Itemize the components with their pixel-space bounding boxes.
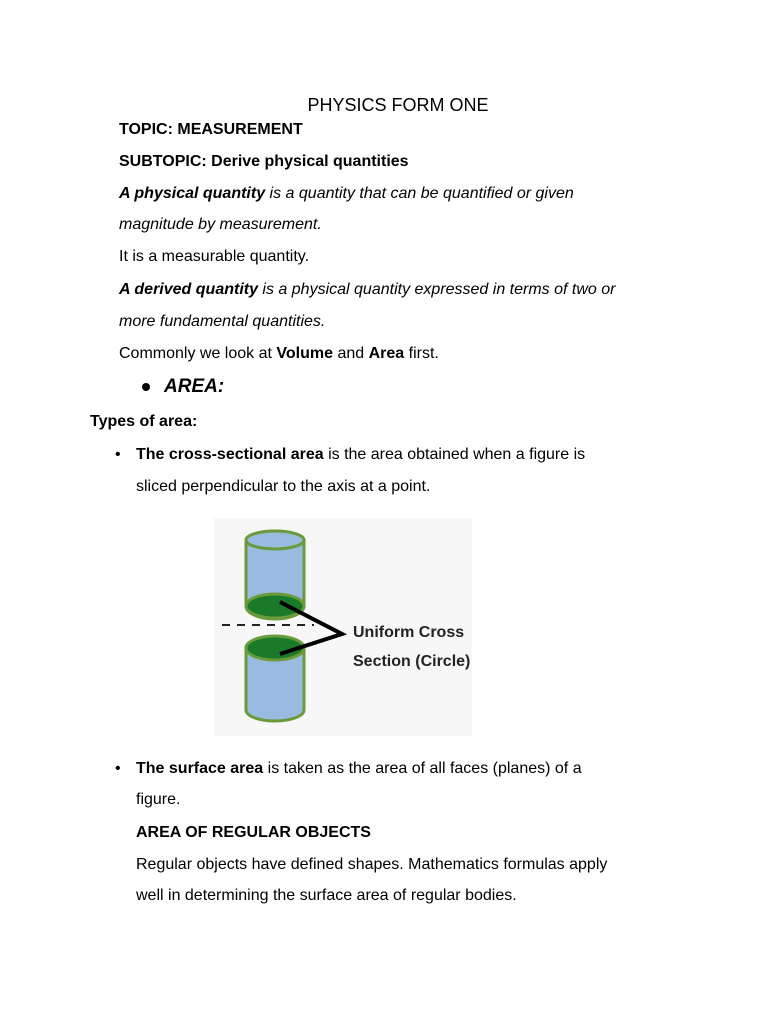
area-word: Area — [368, 345, 405, 362]
surface-area-line2: figure. — [136, 791, 181, 808]
measurable-line: It is a measurable quantity. — [119, 248, 310, 265]
surface-area-line1 — [136, 759, 582, 779]
derived-quantity-line1 — [119, 280, 615, 300]
cross-sectional-bullet: • — [115, 446, 121, 463]
cross-sectional-line2: sliced perpendicular to the axis at a point. — [136, 478, 431, 495]
subtopic-line: SUBTOPIC: Derive physical quantities — [119, 153, 409, 170]
derived-quantity-definition: is a physical quantity expressed in terms of two or — [257, 281, 616, 298]
physical-quantity-line1 — [119, 184, 574, 204]
physical-quantity-line2: magnitude by measurement. — [119, 216, 322, 233]
cross-sectional-definition: is the area obtained when a figure is — [323, 446, 586, 463]
cross-sectional-line1 — [136, 445, 585, 465]
page-title: PHYSICS FORM ONE — [307, 95, 489, 115]
regular-objects-heading: AREA OF REGULAR OBJECTS — [136, 824, 371, 841]
commonly-prefix: Commonly we look at — [119, 345, 277, 362]
top-cylinder — [246, 531, 304, 619]
top-section-disc — [246, 594, 304, 618]
surface-area-bullet: • — [115, 760, 121, 777]
physical-quantity-definition: is a quantity that can be quantified or given — [265, 185, 574, 202]
commonly-suffix: first. — [404, 345, 439, 362]
derived-quantity-term: A derived quantity — [119, 281, 258, 298]
physical-quantity-term: A physical quantity — [119, 185, 266, 202]
surface-area-term: The surface area — [136, 760, 264, 777]
types-of-area-heading: Types of area: — [90, 413, 198, 430]
figure-label-line1: Uniform Cross — [353, 624, 465, 641]
figure-label-line2: Section (Circle) — [353, 653, 471, 670]
regular-objects-line2: well in determining the surface area of regular bodies. — [136, 887, 517, 904]
derived-quantity-line2: more fundamental quantities. — [119, 313, 326, 330]
surface-area-definition: is taken as the area of all faces (planes) of a — [263, 760, 582, 777]
volume-word: Volume — [276, 345, 333, 362]
commonly-line — [119, 344, 439, 364]
regular-objects-line1: Regular objects have defined shapes. Mathematics formulas apply — [136, 856, 608, 873]
area-heading: AREA: — [164, 376, 225, 397]
cross-section-figure — [214, 518, 472, 736]
area-bullet — [142, 383, 150, 391]
topic-line: TOPIC: MEASUREMENT — [119, 121, 303, 138]
cross-sectional-term: The cross-sectional area — [136, 446, 324, 463]
commonly-and: and — [333, 345, 369, 362]
